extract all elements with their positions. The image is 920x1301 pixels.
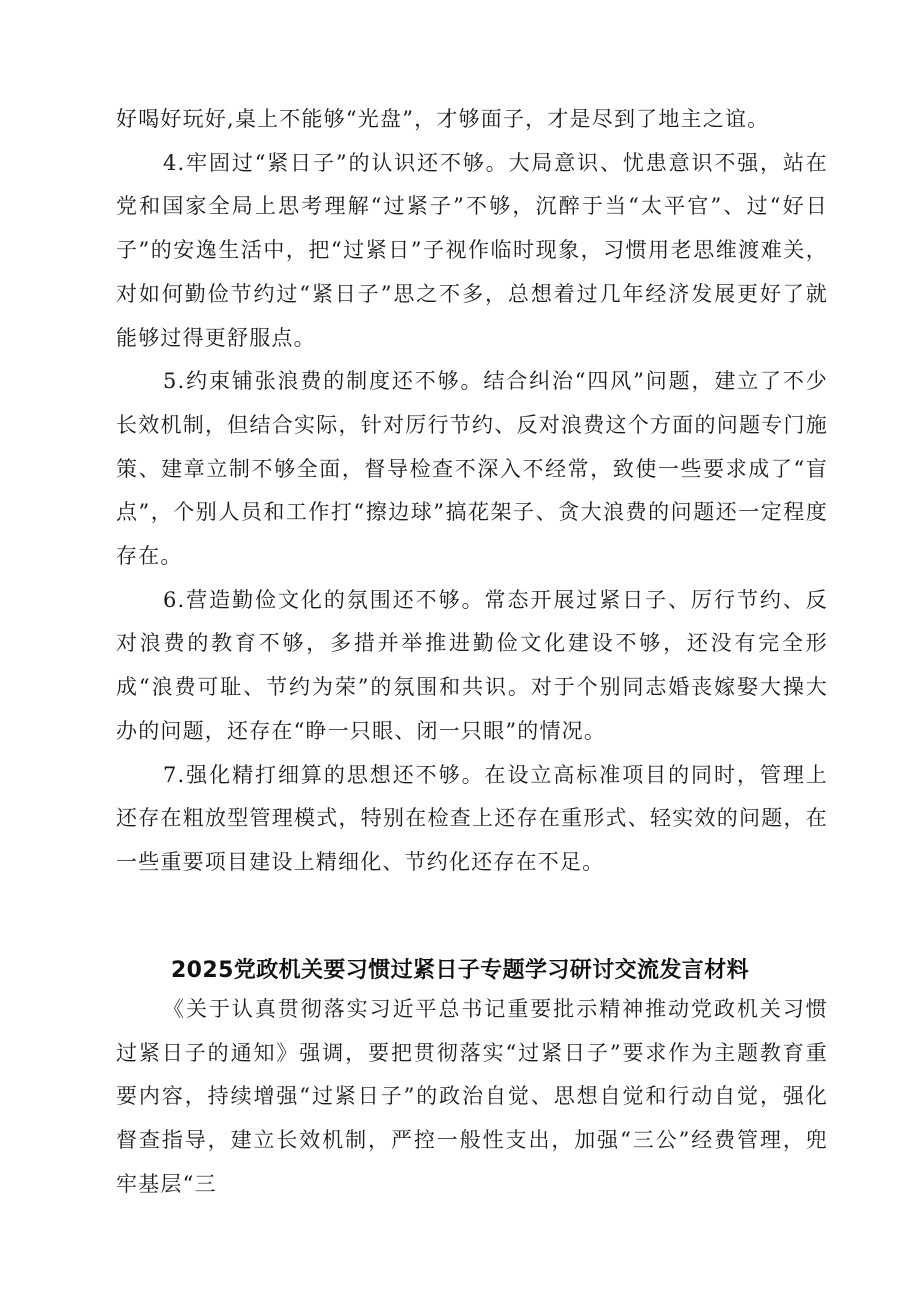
section-title: 2025党政机关要习惯过紧日子专题学习研讨交流发言材料 — [170, 958, 750, 983]
paragraph-item-4: 4.牢固过“紧日子”的认识还不够。大局意识、忧患意识不强，站在党和国家全局上思考理解“过紧子”不够，沉醉于当“太平官”、过“好日子”的安逸生活中，把“过紧日”子视作临时现象，习惯用老思维渡难关，对如何勤俭节约过“紧日子”思之不多，总想着过几年经济发展更好了就能够过得更舒服点。 — [116, 150, 828, 350]
document-body-bottom — [116, 988, 828, 1207]
document-body-top — [116, 98, 828, 885]
paragraph-item-6: 6.营造勤俭文化的氛围还不够。常态开展过紧日子、厉行节约、反对浪费的教育不够，多措并举推进勤俭文化建设不够，还没有完全形成“浪费可耻、节约为荣”的氛围和共识。对于个别同志婚丧嫁娶大操大办的问题，还存在“睁一只眼、闭一只眼”的情况。 — [116, 587, 828, 743]
paragraph-item-7: 7.强化精打细算的思想还不够。在设立高标准项目的同时，管理上还存在粗放型管理模式，特别在检查上还存在重形式、轻实效的问题，在一些重要项目建设上精细化、节约化还存在不足。 — [116, 762, 828, 874]
paragraph-item-5: 5.约束铺张浪费的制度还不够。结合纠治“四风”问题，建立了不少长效机制，但结合实际，针对厉行节约、反对浪费这个方面的问题专门施策、建章立制不够全面，督导检查不深入不经常，致使一些要求成了“盲点”，个别人员和工作打“擦边球”搞花架子、贪大浪费的问题还一定程度存在。 — [116, 369, 828, 569]
paragraph-continuation: 好喝好玩好,桌上不能够“光盘”，才够面子，才是尽到了地主之谊。 — [116, 107, 770, 131]
paragraph-intro: 《关于认真贯彻落实习近平总书记重要批示精神推动党政机关习惯过紧日子的通知》强调，要把贯彻落实“过紧日子”要求作为主题教育重要内容，持续增强“过紧日子”的政治自觉、思想自觉和行动自觉，强化督查指导，建立长效机制，严控一般性支出，加强“三公”经费管理，兜牢基层“三 — [116, 997, 828, 1196]
